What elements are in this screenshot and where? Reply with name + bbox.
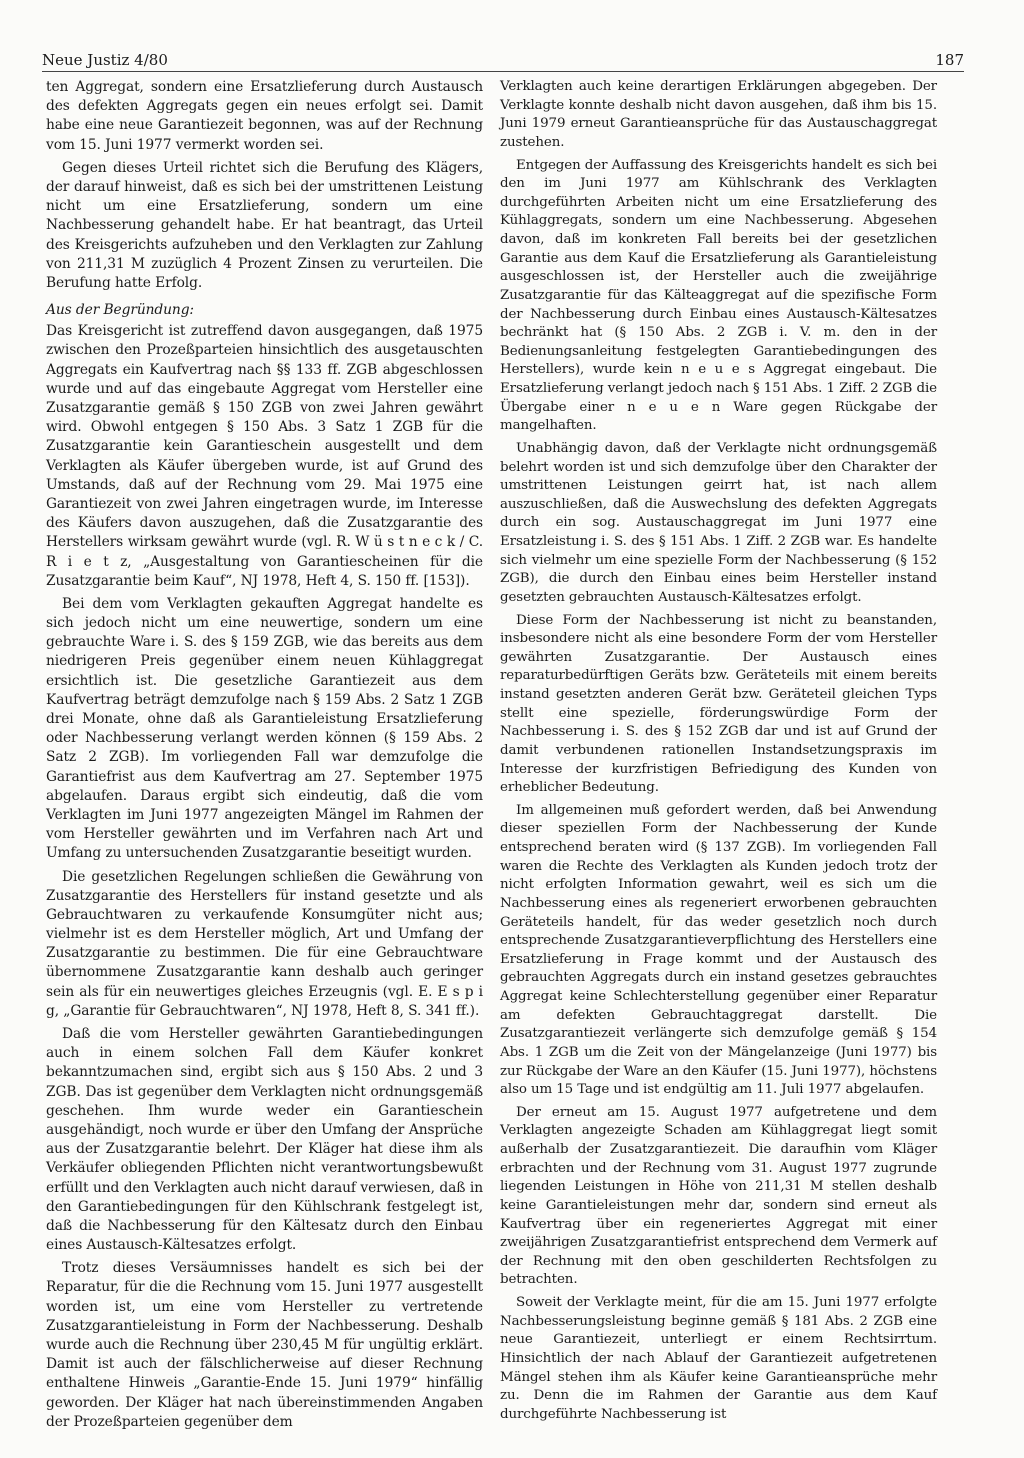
left-column — [46, 78, 483, 1436]
paragraph: Im allgemeinen muß gefordert werden, daß bei Anwendung dieser speziellen Form der Nachbesserung der Kunde entsprechend beraten wird (§ 137 ZGB). Im vorliegenden Fall waren die Rechte des Verklagten als Kunden jedoch trotz der nicht erfolgten Information gewahrt, weil es sich um die Nachbesserung eines als regeneriert erworbenen gebrauchten Geräteteils handelt, für das weder gesetzlich noch durch entsprechende Zusatzgarantieverpflichtung des Herstellers eine Ersatzlieferung in Frage kommt und der Austausch des gebrauchten Aggregats durch ein instand gesetzes gebrauchtes Aggregat keine Schlechterstellung gegenüber einer Reparatur am defekten Gebrauchtaggregat darstellt. Die Zusatzgarantiezeit verlängerte sich demzufolge gemäß § 154 Abs. 1 ZGB um die Zeit von der Mängelanzeige (Juni 1977) bis zur Rückgabe der Ware an den Käufer (15. Juni 1977), höchstens also um 15 Tage und ist endgültig am 11. Juli 1977 abgelaufen. — [500, 802, 937, 1098]
paragraph: Daß die vom Hersteller gewährten Garantiebedingungen auch in einem solchen Fall dem Käufer konkret bekanntzumachen sind, ergibt sich aus § 150 Abs. 2 und 3 ZGB. Das ist gegenüber dem Verklagten nicht ordnungsgemäß geschehen. Ihm wurde weder ein Garantieschein ausgehändigt, noch wurde er über den Umfang der Ansprüche aus der Zusatzgarantie belehrt. Der Kläger hat diese ihm als Verkäufer obliegenden Pflichten nicht verantwortungsbewußt erfüllt und den Verklagten auch nicht darauf verwiesen, daß in den Garantiebedingungen für den Kühlschrank festgelegt ist, daß die Nachbesserung für den Kältesatz durch den Einbau eines Austausch-Kältesatzes erfolgt. — [46, 1026, 483, 1254]
header-rule — [42, 71, 964, 72]
paragraph: Bei dem vom Verklagten gekauften Aggregat handelte es sich jedoch nicht um eine neuwertige, sondern um eine gebrauchte Ware i. S. des § 159 ZGB, wie das bereits aus dem niedrigeren Preis gegenüber einem neuen Kühlaggregat ersichtlich ist. Die gesetzliche Garantiezeit aus dem Kaufvertrag beträgt demzufolge nach § 159 Abs. 2 Satz 1 ZGB drei Monate, ohne daß als Garantieleistung Ersatzlieferung oder Nachbesserung verlangt werden können (§ 159 Abs. 2 Satz 2 ZGB). Im vorliegenden Fall war demzufolge die Garantiefrist aus dem Kaufvertrag am 27. September 1975 abgelaufen. Daraus ergibt sich eindeutig, daß die vom Verklagten im Juni 1977 angezeigten Mängel im Rahmen der vom Hersteller gewährten und im Verfahren nach Art und Umfang zu untersuchenden Zusatzgarantie beseitigt wurden. — [46, 595, 483, 862]
page-number: 187 — [935, 51, 964, 69]
paragraph: Die gesetzlichen Regelungen schließen die Gewährung von Zusatzgarantie des Herstellers für instand gesetzte und als Gebrauchtwaren zu verkaufende Konsumgüter nicht aus; vielmehr ist es dem Hersteller möglich, Art und Umfang der Zusatzgarantie zu bestimmen. Die für eine Gebrauchtware übernommene Zusatzgarantie kann deshalb auch geringer sein als für ein neuwertiges gleiches Erzeugnis (vgl. E. E s p i g, „Garantie für Gebrauchtwaren“, NJ 1978, Heft 8, S. 341 ff.). — [46, 868, 483, 1019]
right-column — [500, 78, 937, 1428]
paragraph: Der erneut am 15. August 1977 aufgetretene und dem Verklagten angezeigte Schaden am Kühlaggregat liegt somit außerhalb der Zusatzgarantiezeit. Die daraufhin vom Kläger erbrachten und der Rechnung vom 31. August 1977 zugrunde liegenden Leistungen in Höhe von 211,31 M stellen deshalb keine Garantieleistungen mehr dar, sondern sind erneut als Kaufvertrag über ein regeneriertes Aggregat mit einer zweijährigen Zusatzgarantiefrist entsprechend dem Vermerk auf der Rechnung mit den oben geschilderten Rechtsfolgen zu betrachten. — [500, 1104, 937, 1288]
paragraph: Entgegen der Auffassung des Kreisgerichts handelt es sich bei den im Juni 1977 am Kühlschrank des Verklagten durchgeführten Arbeiten nicht um eine Ersatzlieferung des Kühlaggregats, sondern um eine Nachbesserung. Abgesehen davon, daß im konkreten Fall bereits bei der gesetzlichen Garantie aus dem Kauf die Ersatzlieferung als Garantieleistung ausgeschlossen ist, der Hersteller auch die zweijährige Zusatzgarantie für das Kälteaggregat auf die spezifische Form der Nachbesserung durch Einbau eines Austausch-Kältesatzes bechränkt hat (§ 150 Abs. 2 ZGB i. V. m. den in der Bedienungsanleitung festgelegten Garantiebedingungen des Herstellers), wurde kein n e u e s Aggregat eingebaut. Die Ersatzlieferung verlangt jedoch nach § 151 Abs. 1 Ziff. 2 ZGB die Übergabe einer n e u e n Ware gegen Rückgabe der mangelhaften. — [500, 157, 937, 434]
paragraph: Soweit der Verklagte meint, für die am 15. Juni 1977 erfolgte Nachbesserungsleistung beginne gemäß § 181 Abs. 2 ZGB eine neue Garantiezeit, unterliegt er einem Rechtsirrtum. Hinsichtlich der nach Ablauf der Garantiezeit aufgetretenen Mängel stehen ihm als Käufer keine Garantieansprüche mehr zu. Denn die im Rahmen der Garantie aus dem Kauf durchgeführte Nachbesserung ist — [500, 1295, 937, 1422]
section-subheading: Aus der Begründung: — [46, 302, 194, 319]
paragraph: Gegen dieses Urteil richtet sich die Berufung des Klägers, der darauf hinweist, daß es sich bei der umstrittenen Leistung nicht um eine Ersatzlieferung, sondern um eine Nachbesserung gehandelt habe. Er hat beantragt, das Urteil des Kreisgerichts aufzuheben und den Verklagten zur Zahlung von 211,31 M zuzüglich 4 Prozent Zinsen zu verurteilen. Die Berufung hatte Erfolg. — [46, 159, 483, 291]
paragraph: Diese Form der Nachbesserung ist nicht zu beanstanden, insbesondere nicht als eine besondere Form der vom Hersteller gewährten Zusatzgarantie. Der Austausch eines reparaturbedürftigen Geräts bzw. Geräteteils mit einem bereits instand gesetzten anderen Gerät bzw. Geräteteil gleichen Typs stellt eine spezielle, förderungswürdige Form der Nachbesserung i. S. des § 152 ZGB dar und ist auf Grund der damit verbundenen rationellen Instandsetzungspraxis im Interesse der kurzfristigen Befriedigung des Kunden von erheblicher Bedeutung. — [500, 612, 937, 796]
paragraph: Unabhängig davon, daß der Verklagte nicht ordnungsgemäß belehrt worden ist und sich demzufolge über den Charakter der umstrittenen Leistungen geirrt hat, ist nach allem auszuschließen, daß die Auswechslung des defekten Aggregats durch ein sog. Austauschaggregat im Juni 1977 eine Ersatzleistung i. S. des § 151 Abs. 1 Ziff. 2 ZGB war. Es handelte sich vielmehr um eine spezielle Form der Nachbesserung (§ 152 ZGB), die durch den Einbau eines beim Hersteller instand gesetzten gebrauchten Austausch-Kältesatzes erfolgt. — [500, 440, 937, 605]
paragraph: Trotz dieses Versäumnisses handelt es sich bei der Reparatur, für die die Rechnung vom 15. Juni 1977 ausgestellt worden ist, um eine vom Hersteller zu vertretende Zusatzgarantieleistung in Form der Nachbesserung. Deshalb wurde auch die Rechnung über 230,45 M für ungültig erklärt. Damit ist auch der fälschlicherweise auf dieser Rechnung enthaltene Hinweis „Garantie-Ende 15. Juni 1979“ hinfällig geworden. Der Kläger hat nach übereinstimmenden Angaben der Prozeßparteien gegenüber dem — [46, 1260, 483, 1430]
paragraph: Das Kreisgericht ist zutreffend davon ausgegangen, daß 1975 zwischen den Prozeßparteien hinsichtlich des ausgetauschten Aggregats ein Kaufvertrag nach §§ 133 ff. ZGB abgeschlossen wurde und auf das eingebaute Aggregat vom Hersteller eine Zusatzgarantie gemäß § 150 ZGB von zwei Jahren gewährt wird. Obwohl entgegen § 150 Abs. 3 Satz 1 ZGB für die Zusatzgarantie kein Garantieschein ausgestellt und dem Verklagten als Käufer übergeben wurde, ist auf Grund des Umstands, daß auf der Rechnung vom 29. Mai 1975 eine Garantiezeit von zwei Jahren eingetragen wurde, im Interesse des Käufers davon auszugehen, daß die Zusatzgarantie des Herstellers wirksam gewährt wurde (vgl. R. W ü s t n e c k / C. R i e t z, „Ausgestaltung von Garantiescheinen für die Zusatzgarantie beim Kauf“, NJ 1978, Heft 4, S. 150 ff. [153]). — [46, 323, 483, 589]
paragraph: Verklagten auch keine derartigen Erklärungen abgegeben. Der Verklagte konnte deshalb nicht davon ausgehen, daß ihm bis 15. Juni 1979 erneut Garantieansprüche für das Austauschaggregat zustehen. — [500, 79, 937, 150]
paragraph: ten Aggregat, sondern eine Ersatzlieferung durch Austausch des defekten Aggregats gegen ein neues erfolgt sei. Damit habe eine neue Garantiezeit begonnen, was auf der Rechnung vom 15. Juni 1977 vermerkt worden sei. — [46, 79, 483, 153]
running-head — [42, 51, 964, 73]
journal-issue: Neue Justiz 4/80 — [42, 51, 168, 69]
